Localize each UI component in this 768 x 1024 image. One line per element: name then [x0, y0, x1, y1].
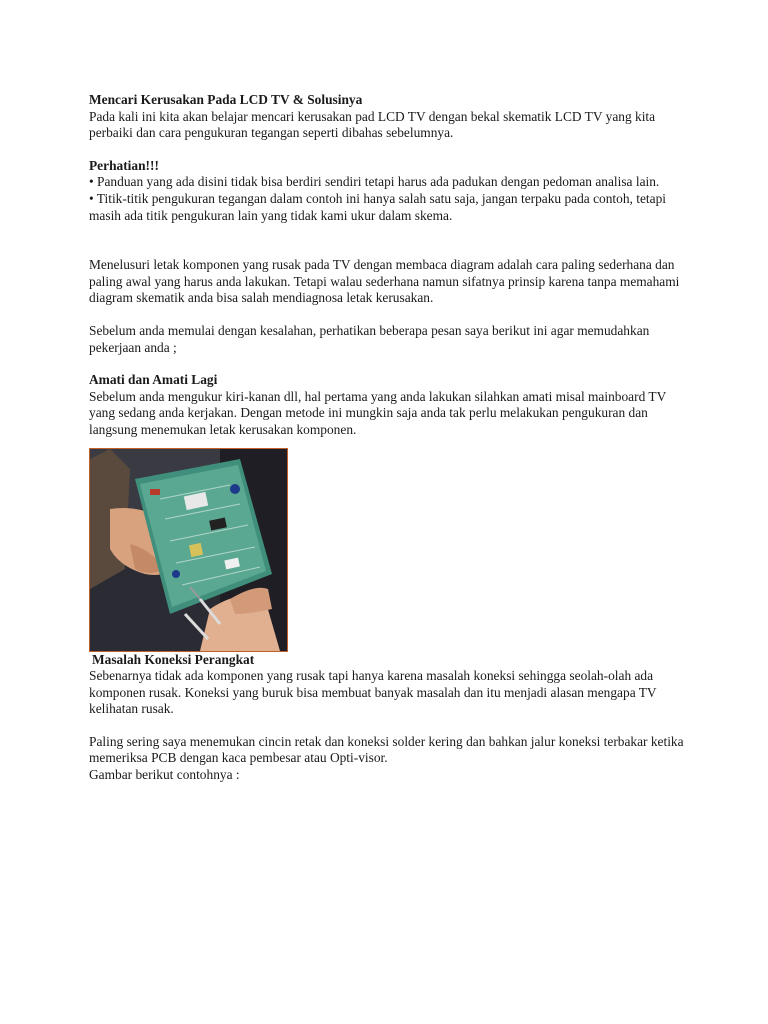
mainboard-photo-illustration [90, 449, 287, 651]
bullet-item: • Panduan yang ada disini tidak bisa berdiri sendiri tetapi harus ada padukan dengan pedoman analisa lain. [89, 174, 660, 190]
section-text-connection: Sebenarnya tidak ada komponen yang rusak tapi hanya karena masalah koneksi sehingga seolah-olah ada komponen rusak. Koneksi yang buruk bisa membuat banyak masalah dan itu menjadi alasan mengapa TV kelihatan rusak. [89, 668, 657, 717]
spacer [89, 356, 689, 372]
bullet-item: • Titik-titik pengukuran tegangan dalam contoh ini hanya salah satu saja, jangan terpaku pada contoh, tetapi masih ada titik pengukuran lain yang tidak kami ukur dalam skema. [89, 190, 666, 223]
diagram-paragraph: Menelusuri letak komponen yang rusak pada TV dengan membaca diagram adalah cara paling sederhana dan paling awal yang harus anda lakukan. Tetapi walau sederhana namun sifatnya prinsip karena tanpa memahami diagram skematik anda bisa salah mendiagnosa letak kerusakan. [89, 257, 680, 306]
document-title: Mencari Kerusakan Pada LCD TV & Solusinya [89, 92, 363, 107]
section-heading-observe: Amati dan Amati Lagi [89, 372, 218, 388]
spacer [89, 142, 689, 158]
intro-paragraph: Pada kali ini kita akan belajar mencari kerusakan pad LCD TV dengan bekal skematik LCD TV yang kita perbaiki dan cara pengukuran tegangan seperti dibahas sebelumnya. [89, 108, 656, 141]
before-paragraph: Sebelum anda memulai dengan kesalahan, perhatikan beberapa pesan saya berikut ini agar memudahkan pekerjaan anda ; [89, 322, 650, 355]
crack-paragraph: Paling sering saya menemukan cincin retak dan koneksi solder kering dan bahkan jalur koneksi terbakar ketika memeriksa PCB dengan kaca pembesar atau Opti-visor. [89, 733, 684, 766]
spacer [89, 224, 689, 257]
mainboard-photo [89, 448, 288, 652]
section-heading-connection: Masalah Koneksi Perangkat [92, 651, 255, 667]
attention-heading: Perhatian!!! [89, 157, 159, 173]
document-page [89, 92, 689, 784]
example-paragraph: Gambar berikut contohnya : [89, 767, 240, 783]
spacer [89, 307, 689, 323]
section-text-observe: Sebelum anda mengukur kiri-kanan dll, hal pertama yang anda lakukan silahkan amati misal mainboard TV yang sedang anda kerjakan. Dengan metode ini mungkin saja anda tak perlu melakukan pengukuran dan langsung menemukan letak kerusakan komponen. [89, 388, 666, 437]
spacer [89, 718, 689, 734]
